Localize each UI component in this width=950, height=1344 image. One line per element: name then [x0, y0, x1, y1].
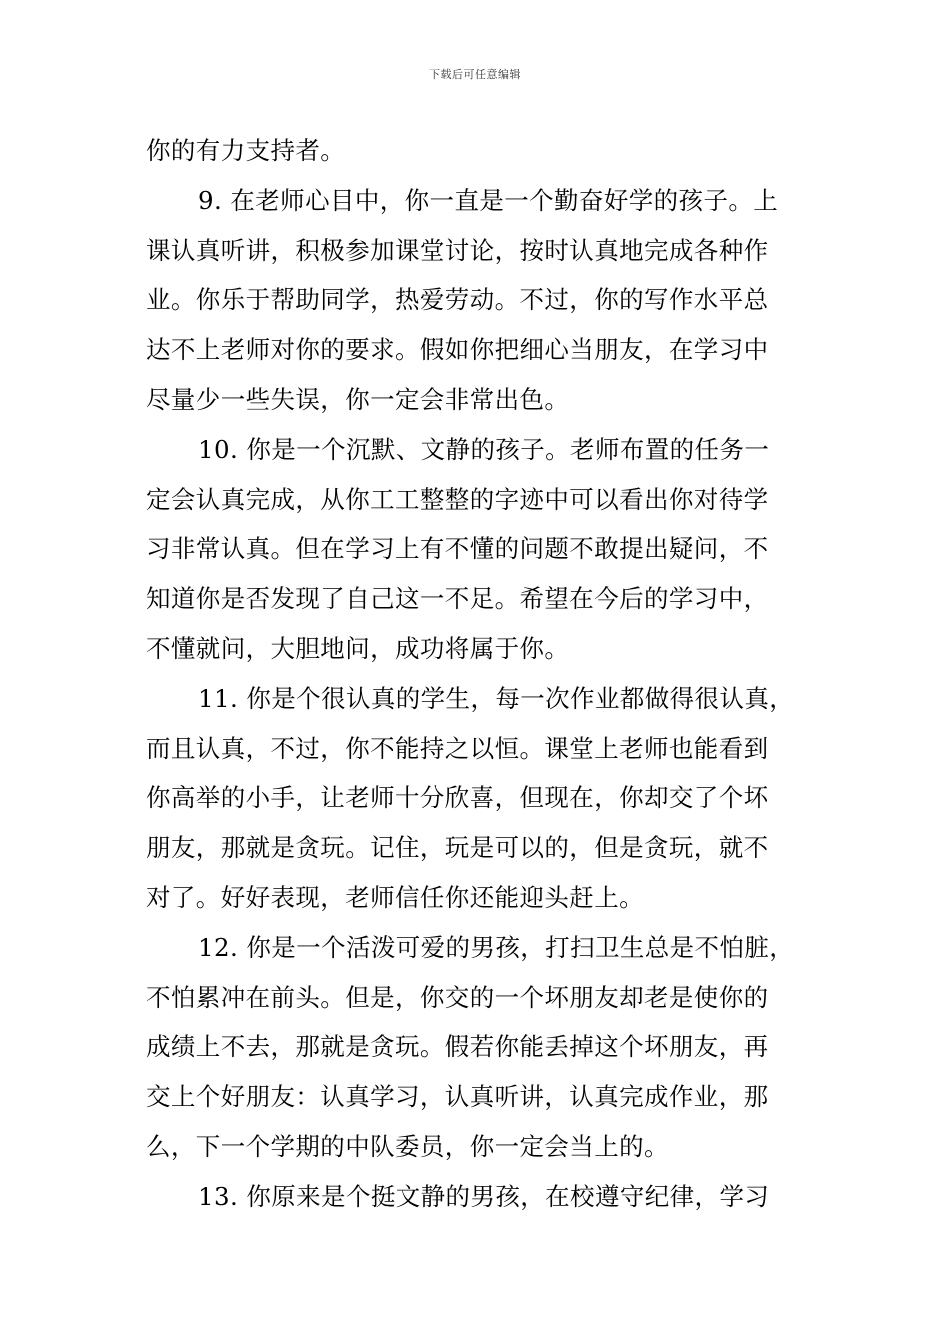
text-line: 对了。好好表现，老师信任你还能迎头赶上。	[146, 882, 644, 912]
text-line: 朋友，那就是贪玩。记住，玩是可以的，但是贪玩，就不	[146, 833, 769, 863]
text-line: 习非常认真。但在学习上有不懂的问题不敢提出疑问，不	[146, 534, 769, 564]
text-line: 12. 你是一个活泼可爱的男孩，打扫卫生总是不怕脏，	[198, 932, 795, 962]
text-line: 课认真听讲，积极参加课堂讨论，按时认真地完成各种作	[146, 235, 769, 265]
text-line: 成绩上不去，那就是贪玩。假若你能丢掉这个坏朋友，再	[146, 1032, 769, 1062]
text-line: 不怕累冲在前头。但是，你交的一个坏朋友却老是使你的	[146, 982, 769, 1012]
text-line: 而且认真，不过，你不能持之以恒。课堂上老师也能看到	[146, 733, 769, 763]
text-line: 9. 在老师心目中，你一直是一个勤奋好学的孩子。上	[198, 185, 779, 215]
text-line: 么，下一个学期的中队委员，你一定会当上的。	[146, 1131, 669, 1161]
text-line: 你高举的小手，让老师十分欣喜，但现在，你却交了个坏	[146, 783, 769, 813]
text-line: 10. 你是一个沉默、文静的孩子。老师布置的任务一	[198, 434, 770, 464]
page-header: 下载后可任意编辑	[429, 68, 521, 81]
text-line: 11. 你是个很认真的学生，每一次作业都做得很认真，	[198, 683, 795, 713]
text-line: 达不上老师对你的要求。假如你把细心当朋友，在学习中	[146, 335, 769, 365]
text-line: 定会认真完成，从你工工整整的字迹中可以看出你对待学	[146, 484, 769, 514]
text-line: 业。你乐于帮助同学，热爱劳动。不过，你的写作水平总	[146, 285, 769, 315]
text-line: 你的有力支持者。	[146, 136, 346, 165]
text-line: 交上个好朋友：认真学习，认真听讲，认真完成作业，那	[146, 1082, 769, 1112]
text-line: 13. 你原来是个挺文静的男孩，在校遵守纪律，学习	[198, 1181, 770, 1211]
body-text	[146, 126, 826, 1222]
text-line: 不懂就问，大胆地问，成功将属于你。	[146, 633, 570, 663]
text-line: 尽量少一些失误，你一定会非常出色。	[146, 384, 570, 414]
text-line: 知道你是否发现了自己这一不足。希望在今后的学习中，	[146, 584, 769, 614]
